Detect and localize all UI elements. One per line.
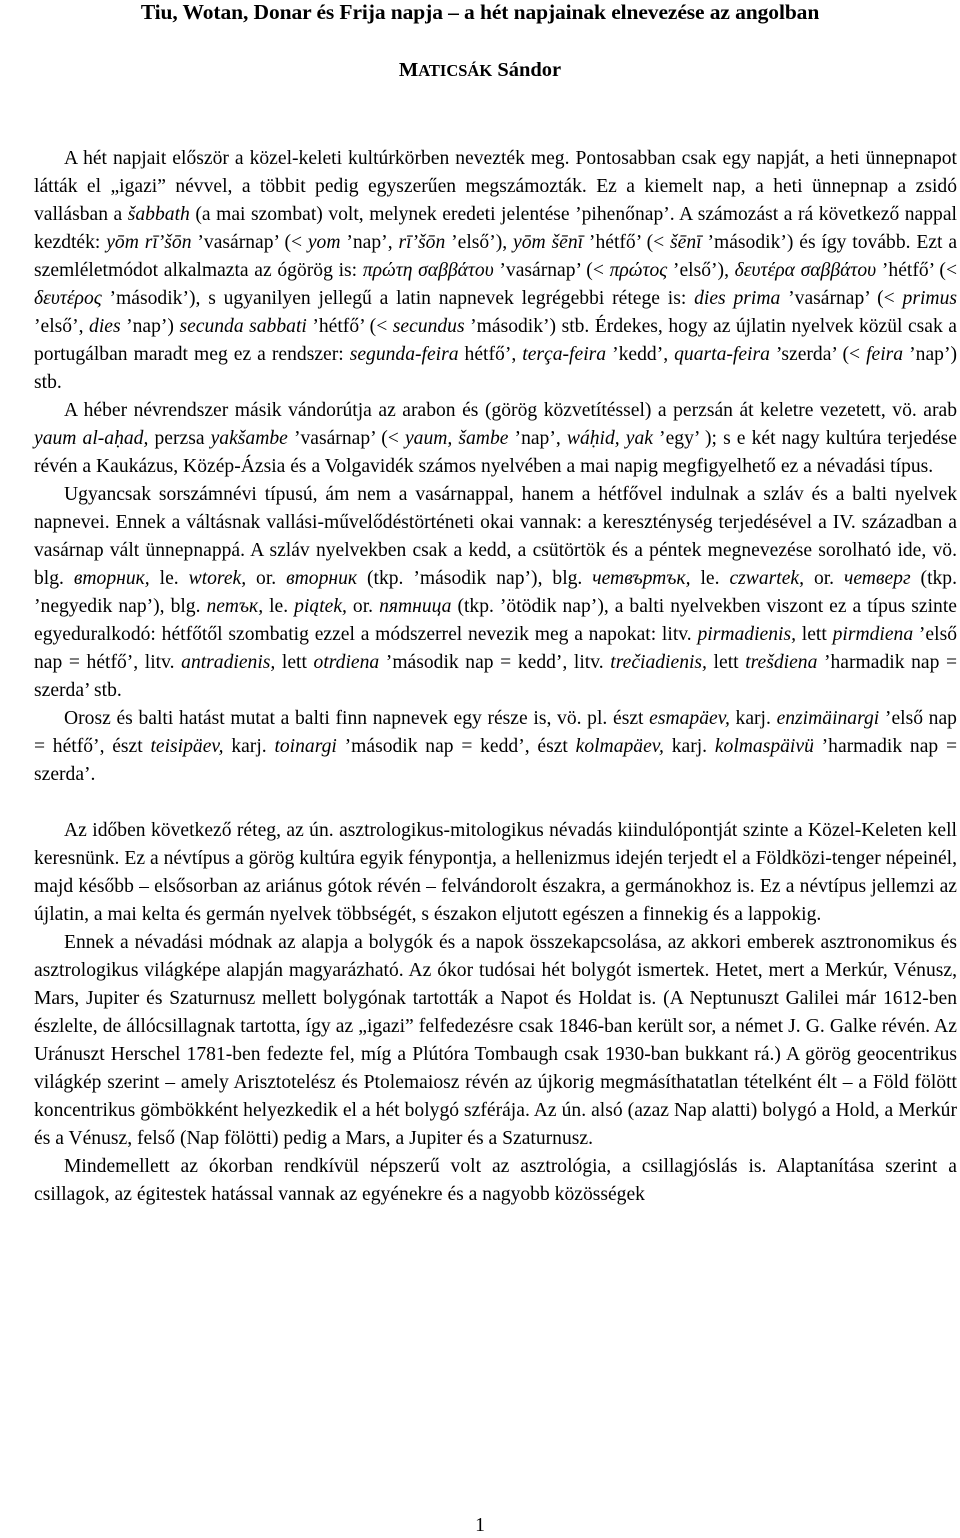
text-run: ’hétfő’ (< <box>876 260 957 281</box>
text-run: Ennek a névadási módnak az alapja a bolygók és a napok összekapcsolása, az akkori emberek asztronomikus és asztrologikus világképe alapján magyarázható. Az ókor tudósai hét bolygót ismertek. Hetet, mert a Merkúr, Vénusz, Mars, Jupiter és Szaturnusz mellett bolygónak tartották a Napot és Holdat is. (A Neptunuszt Galilei már 1612-ben észlelte, de állócsillagnak tartotta, így az „igazi” felfedezésre csak 1846-ban került sor, a német J. G. Galke révén. Az Uránuszt Herschel 1781-ben fedezte fel, míg a Plútóra Tombaugh csak 1930-ban bukkant rá.) A görög geocentrikus világkép szerint – amely Arisztotelész és Ptolemaiosz révén az újkorig megmásíthatatlan tételként élt – a Föld fölött koncentrikus gömbökként helyezkedik el a hét bolygó szférája. Az ún. alsó (azaz Nap alatti) bolygó a Hold, a Merkúr és a Vénusz, felső (Nap fölötti) pedig a Mars, a Jupiter és a Szaturnusz. <box>34 932 957 1149</box>
text-run: ’egy’ ); s e két nagy kultúra terjedése révén a Kaukázus, Közép-Ázsia és a Volgavidék számos nyelvében a mai napig megfigyelhető ez a névadási típus. <box>34 428 957 477</box>
italic-term: esmapäev, <box>649 708 730 729</box>
author-name <box>0 56 960 85</box>
text-run: ’első’), <box>445 232 514 253</box>
text-run: (a mai szombat) volt, melynek eredeti jelentése ’pihenőnap’. A számozást a rá következő nappal kezdték: <box>34 204 957 253</box>
text-run: ’kedd’, <box>606 344 675 365</box>
italic-term: yaum, šambe <box>404 428 509 449</box>
paragraph-5 <box>34 817 957 929</box>
italic-term: trečiadienis, <box>610 652 707 673</box>
text-run: ’harmadik nap = szerda’ stb. <box>34 652 958 701</box>
text-run: lett <box>275 652 314 673</box>
text-run: ’nap’, <box>508 428 567 449</box>
text-run: karj. <box>729 708 777 729</box>
article-title: Tiu, Wotan, Donar és Frija napja – a hét napjainak elnevezése az angolban <box>140 0 820 24</box>
paragraph-1 <box>34 145 957 397</box>
text-run: ’első’, <box>34 316 90 337</box>
italic-term: вторник <box>286 568 358 589</box>
italic-term: quarta-feira <box>674 344 770 365</box>
text-run: perzsa <box>148 428 211 449</box>
text-run: ’hétfő’ (< <box>583 232 671 253</box>
text-run: le. <box>149 568 189 589</box>
italic-term: yōm šēnī <box>513 232 584 253</box>
paragraph-2 <box>34 397 957 481</box>
italic-term: pirmadienis, <box>697 624 796 645</box>
text-run: A héber névrendszer másik vándorútja az arabon és (görög közvetítéssel) a perzsán át keletre vezetett, vö. arab <box>64 400 957 421</box>
italic-term: terça-feira <box>522 344 607 365</box>
italic-term: δευτέρα σαββάτου <box>734 260 877 281</box>
text-run: ’nap’) <box>120 316 180 337</box>
italic-term: петък, <box>206 596 264 617</box>
italic-term: segunda-feira <box>349 344 459 365</box>
text-run: (tkp. ’ötödik nap’), a balti nyelvekben viszont ez a típus szinte egyeduralkodó: hétfőtől szombatig ezzel a módszerrel nevezik meg a napokat: litv. <box>34 596 957 645</box>
text-run: Orosz és balti hatást mutat a balti finn napnevek egy része is, vö. pl. észt <box>64 708 650 729</box>
italic-term: wtorek, <box>188 568 247 589</box>
italic-term: wáḥid, yak <box>566 428 653 449</box>
italic-term: dies prima <box>694 288 781 309</box>
text-run: ’első’), <box>667 260 735 281</box>
italic-term: yōm rī’šōn <box>106 232 192 253</box>
italic-term: primus <box>902 288 957 309</box>
text-run: ’vasárnap’ (< <box>287 428 405 449</box>
text-run: ’második nap = kedd’, litv. <box>379 652 611 673</box>
text-run: ’vasárnap’ (< <box>493 260 610 281</box>
paragraph-6 <box>34 929 957 1153</box>
italic-term: yom <box>307 232 341 253</box>
italic-term: yakšambe <box>210 428 288 449</box>
italic-term: kolmapäev, <box>575 736 664 757</box>
paragraph-4 <box>34 705 957 789</box>
italic-term: piątek, <box>294 596 347 617</box>
text-run: or. <box>246 568 287 589</box>
text-run: hétfő’, <box>458 344 523 365</box>
italic-term: feira <box>866 344 904 365</box>
text-run: Mindemellett az ókorban rendkívül népszerű volt az asztrológia, a csillagjóslás is. Alaptanítása szerint a csillagok, az égitestek hatással vannak az egyénekre és a nagyobb közösségek <box>34 1156 957 1205</box>
text-run: ’nap’, <box>340 232 399 253</box>
italic-term: rī’šōn <box>398 232 446 253</box>
italic-term: secundus <box>392 316 465 337</box>
text-run: le. <box>690 568 730 589</box>
italic-term: trešdiena <box>745 652 818 673</box>
italic-term: пятница <box>379 596 452 617</box>
italic-term: πρώτος <box>609 260 668 281</box>
italic-term: dies <box>89 316 121 337</box>
paragraph-7 <box>34 1153 957 1209</box>
text-run: ’második nap = kedd’, észt <box>336 736 576 757</box>
italic-term: четверг <box>844 568 911 589</box>
text-run: (tkp. ’negyedik nap’), blg. <box>34 568 957 617</box>
text-run: or. <box>804 568 845 589</box>
text-run: Ugyancsak sorszámnévi típusú, ám nem a vasárnappal, hanem a hétfővel indulnak a szláv és a balti nyelvek napnevei. Ennek a váltásnak vallási-művelődéstörténeti okai vannak: a kereszténység terjedésével a IV. században a vasárnap vált ünnepnappá. A szláv nyelvekben csak a kedd, a csütörtök és a péntek megnevezése sorolható ide, vö. blg. <box>34 484 957 589</box>
author-initial: M <box>398 59 419 81</box>
italic-term: toinargi <box>274 736 337 757</box>
italic-term: yaum al-aḥad, <box>34 428 149 449</box>
text-run: ’nap’) stb. <box>34 344 957 393</box>
text-run: ’első nap = hétfő’, litv. <box>34 624 957 673</box>
text-run: ’második’), s ugyanilyen jellegű a latin napnevek legrégebbi rétege is: <box>101 288 695 309</box>
text-run: lett <box>795 624 833 645</box>
text-run: karj. <box>223 736 275 757</box>
text-run: ’hétfő’ (< <box>306 316 393 337</box>
italic-term: antradienis, <box>181 652 276 673</box>
italic-term: πρώτη σαββάτου <box>362 260 494 281</box>
italic-term: otrdiena <box>313 652 380 673</box>
italic-term: czwartek, <box>729 568 805 589</box>
text-run: or. <box>346 596 380 617</box>
text-run: ’második’) és így tovább. Ezt a szemléletmódot alkalmazta az ógörög is: <box>34 232 958 281</box>
italic-term: šēnī <box>670 232 702 253</box>
italic-term: secunda sabbati <box>179 316 307 337</box>
italic-term: pirmdiena <box>832 624 914 645</box>
italic-term: четвъртък, <box>592 568 691 589</box>
italic-term: teisipäev, <box>150 736 224 757</box>
text-run: Az időben következő réteg, az ún. asztrologikus-mitologikus névadás kiindulópontját szinte a Közel-Keleten kell keresnünk. Ez a névtípus a görög kultúra egyik fénypontja, a hellenizmus idején terjedt el a Földközi-tenger népeinél, majd később – elsősorban az ariánus gótok révén – felvándorolt északra, a germánokhoz is. Ez a névtípus jellemzi az újlatin, a mai kelta és germán nyelvek többségét, s északon eljutott egészen a finnekig és a lappokig. <box>34 820 957 925</box>
article-body <box>34 145 957 1209</box>
text-run: ’vasárnap’ (< <box>191 232 308 253</box>
text-run: ’második’) stb. Érdekes, hogy az újlatin nyelvek közül csak a portugálban maradt meg ez a rendszer: <box>34 316 957 365</box>
paragraph-3 <box>34 481 957 705</box>
text-run: ’harmadik nap = szerda’. <box>34 736 957 785</box>
text-run: ’szerda’ (< <box>769 344 867 365</box>
author-surname-smallcaps: ATICSÁK <box>418 61 493 80</box>
italic-term: kolmaspäivü <box>714 736 814 757</box>
page-number: 1 <box>475 1515 485 1536</box>
text-run: ’első nap = hétfő’, észt <box>34 708 957 757</box>
italic-term: šabbath <box>127 204 190 225</box>
text-run: le. <box>263 596 295 617</box>
italic-term: вторник, <box>73 568 150 589</box>
author-given-name: Sándor <box>497 59 562 81</box>
text-run: karj. <box>663 736 715 757</box>
text-run: ’vasárnap’ (< <box>780 288 903 309</box>
text-run: A hét napjait először a közel-keleti kultúrkörben nevezték meg. Pontosabban csak egy napját, a heti ünnepnapot látták el „igazi” névvel, a többit pedig egyszerűen megszámozták. Ez a kiemelt nap, a heti ünnepnap a zsidó vallásban a <box>34 148 957 225</box>
text-run: (tkp. ’második nap’), blg. <box>357 568 593 589</box>
text-run: lett <box>706 652 746 673</box>
italic-term: δευτέρος <box>34 288 102 309</box>
italic-term: enzimäinargi <box>776 708 880 729</box>
